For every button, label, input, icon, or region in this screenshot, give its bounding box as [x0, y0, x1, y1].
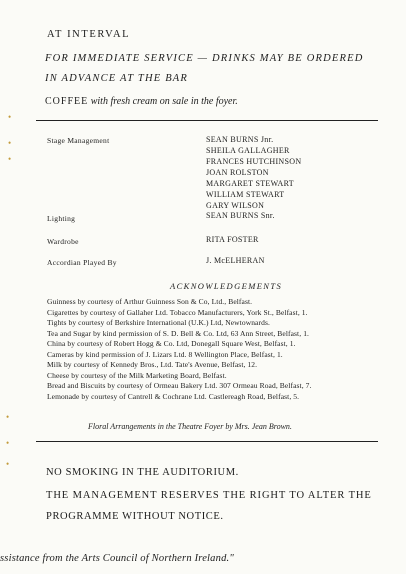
acknowledgement-line: Cigarettes by courtesy of Gallaher Ltd. Tobacco Manufacturers, York St., Belfast, 1.: [47, 307, 308, 317]
crew-name: MARGARET STEWART: [206, 179, 294, 188]
management-notice-2: PROGRAMME WITHOUT NOTICE.: [46, 511, 224, 522]
interval-heading: AT INTERVAL: [47, 29, 131, 40]
crew-name: JOAN ROLSTON: [206, 168, 269, 177]
wardrobe-name: RITA FOSTER: [206, 235, 259, 244]
accordion-name: J. McELHERAN: [206, 256, 265, 265]
stage-management-names: [206, 134, 301, 211]
crew-name: SEAN BURNS Jnr.: [206, 135, 274, 144]
management-notice-1: THE MANAGEMENT RESERVES THE RIGHT TO ALTER THE: [46, 490, 372, 501]
margin-mark: •: [8, 138, 12, 148]
acknowledgement-list: [47, 297, 312, 402]
acknowledgement-line: Cameras by kind permission of J. Lizars Ltd. 8 Wellington Place, Belfast, 1.: [47, 349, 283, 359]
acknowledgement-line: Bread and Biscuits by courtesy of Ormeau Bakery Ltd. 307 Ormeau Road, Belfast, 7.: [47, 381, 312, 390]
acknowledgement-line: China by courtesy of Robert Hogg & Co. Ltd, Donegall Square West, Belfast, 1.: [47, 339, 296, 348]
margin-mark: •: [6, 459, 10, 469]
divider-top: [36, 120, 378, 121]
crew-name: GARY WILSON: [206, 201, 265, 210]
wardrobe-label: Wardrobe: [47, 237, 79, 246]
divider-bottom: [36, 441, 378, 442]
coffee-word: COFFEE: [45, 96, 89, 107]
lighting-label: Lighting: [47, 214, 76, 223]
acknowledgement-line: Tights by courtesy of Berkshire International (U.K.) Ltd, Newtownards.: [47, 318, 270, 327]
margin-mark: •: [8, 112, 12, 122]
margin-mark: •: [6, 438, 10, 448]
acknowledgement-line: Cheese by courtesy of the Milk Marketing Board, Belfast.: [47, 370, 227, 380]
crew-name: FRANCES HUTCHINSON: [206, 157, 302, 166]
coffee-rest: with fresh cream on sale in the foyer.: [90, 96, 238, 107]
service-line: FOR IMMEDIATE SERVICE — DRINKS MAY BE ORDERED: [45, 53, 364, 64]
acknowledgement-line: Milk by courtesy of Kennedy Bros., Ltd. Tate's Avenue, Belfast, 12.: [47, 360, 258, 369]
acknowledgements-heading: ACKNOWLEDGEMENTS: [170, 281, 283, 291]
margin-mark: •: [8, 154, 12, 164]
service-line-2: IN ADVANCE AT THE BAR: [45, 73, 189, 84]
acknowledgement-line: Tea and Sugar by kind permission of S. D. Bell & Co. Ltd, 63 Ann Street, Belfast, 1.: [47, 328, 310, 338]
coffee-line: [45, 96, 238, 107]
lighting-name: SEAN BURNS Snr.: [206, 211, 275, 220]
footer-text: ssistance from the Arts Council of Northern Ireland.": [0, 553, 234, 564]
crew-name: SHEILA GALLAGHER: [206, 146, 290, 155]
no-smoking-notice: NO SMOKING IN THE AUDITORIUM.: [46, 467, 239, 478]
margin-mark: •: [6, 412, 10, 422]
acknowledgement-line: Guinness by courtesy of Arthur Guinness Son & Co, Ltd., Belfast.: [47, 297, 253, 306]
acknowledgement-line: Lemonade by courtesy of Cantrell & Cochrane Ltd. Castlereagh Road, Belfast, 5.: [47, 391, 300, 401]
floral-credit: Floral Arrangements in the Theatre Foyer by Mrs. Jean Brown.: [88, 422, 292, 431]
accordion-label: Accordian Played By: [47, 258, 117, 267]
stage-management-label: Stage Management: [47, 136, 110, 145]
crew-name: WILLIAM STEWART: [206, 190, 285, 199]
